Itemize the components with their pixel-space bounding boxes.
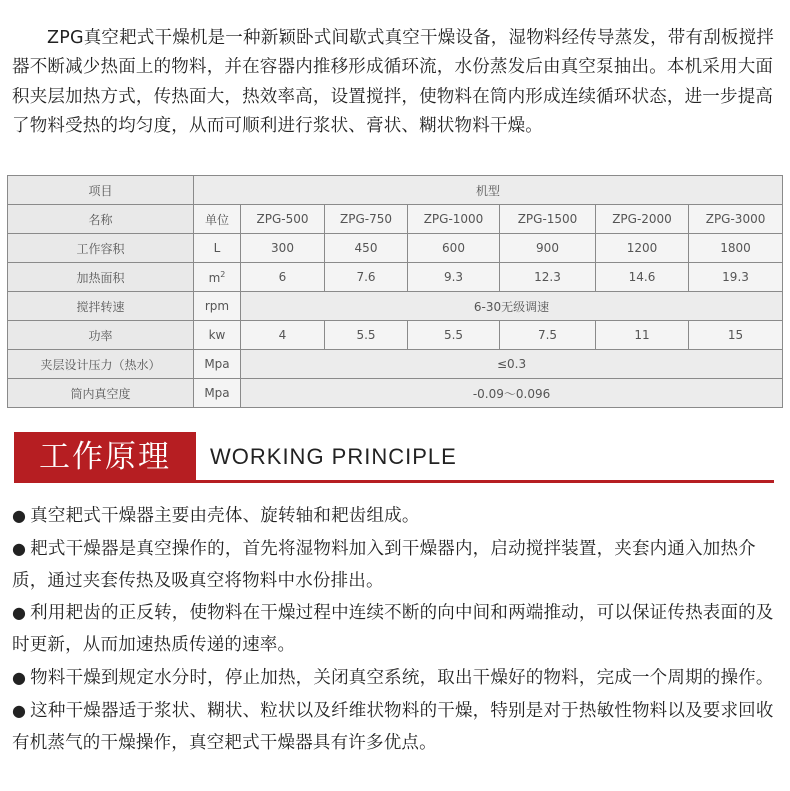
model-cell: ZPG-2000 [596,205,689,234]
bullet-icon: ● [12,506,27,525]
row-unit: Mpa [194,379,241,408]
bullet-icon: ● [12,667,27,687]
model-cell: ZPG-500 [241,205,325,234]
value-cell: 12.3 [500,263,596,292]
intro-paragraph: ZPG真空耙式干燥机是一种新颖卧式间歇式真空干燥设备，湿物料经传导蒸发，带有刮板搅拌器不断减少热面上的物料，并在容器内推移形成循环流，水份蒸发后由真空泵抽出。本机采用大面积夹层加热方式，传热面大，热效率高，设置搅拌，使物料在筒内形成连续循环状态，进一步提高了物料受热的均匀度，从而可顺利进行浆状、膏状、糊状物料干燥。 [12,27,774,137]
unit-label: 单位 [194,205,241,234]
list-item: ● 这种干燥器适于浆状、糊状、粒状以及纤维状物料的干燥，特别是对于热敏性物料以及要求回收有机蒸气的干燥操作，真空耙式干燥器具有许多优点。 [12,700,774,753]
section-title-en: WORKING PRINCIPLE [210,444,457,469]
item-header: 项目 [8,176,194,205]
bullet-icon: ● [12,603,27,623]
list-item: ● 真空耙式干燥器主要由壳体、旋转轴和耙齿组成。 [12,506,420,526]
row-unit: rpm [194,292,241,321]
row-unit: Mpa [194,350,241,379]
row-unit: L [194,234,241,263]
value-cell: 9.3 [408,263,500,292]
section-title-cn: 工作原理 [14,432,196,482]
table-row [8,263,783,292]
value-cell: 1800 [689,234,783,263]
value-cell: 900 [500,234,596,263]
value-cell: 14.6 [596,263,689,292]
table-row [8,292,783,321]
table-row [8,350,783,379]
model-header: 机型 [194,176,783,205]
table-row [8,176,783,205]
row-name: 工作容积 [8,234,194,263]
table-row [8,321,783,350]
model-cell: ZPG-750 [325,205,408,234]
value-cell: 300 [241,234,325,263]
model-cell: ZPG-3000 [689,205,783,234]
row-name: 功率 [8,321,194,350]
span-value-cell: -0.09～0.096 [241,379,783,408]
row-name: 筒内真空度 [8,379,194,408]
list-item: ● 耙式干燥器是真空操作的，首先将湿物料加入到干燥器内，启动搅拌装置，夹套内通入加热介质，通过夹套传热及吸真空将物料中水份排出。 [12,538,756,591]
value-cell: 7.6 [325,263,408,292]
row-unit: $m^2$ [194,263,241,292]
row-name: 搅拌转速 [8,292,194,321]
value-cell: 11 [596,321,689,350]
value-cell: 7.5 [500,321,596,350]
table-row [8,234,783,263]
section-header [14,432,774,484]
principle-list [12,500,782,759]
value-cell: 600 [408,234,500,263]
value-cell: 4 [241,321,325,350]
value-cell: 6 [241,263,325,292]
span-value-cell: 6-30无级调速 [241,292,783,321]
table-row [8,379,783,408]
model-cell: ZPG-1500 [500,205,596,234]
span-value-cell: ≤0.3 [241,350,783,379]
row-unit: kw [194,321,241,350]
value-cell: 5.5 [408,321,500,350]
value-cell: 1200 [596,234,689,263]
row-name: 加热面积 [8,263,194,292]
spec-table [7,175,783,408]
model-cell: ZPG-1000 [408,205,500,234]
name-label: 名称 [8,205,194,234]
table-row [8,205,783,234]
value-cell: 450 [325,234,408,263]
bullet-icon: ● [12,700,27,720]
value-cell: 5.5 [325,321,408,350]
value-cell: 15 [689,321,783,350]
value-cell: 19.3 [689,263,783,292]
row-name: 夹层设计压力（热水） [8,350,194,379]
list-item: ● 物料干燥到规定水分时，停止加热，关闭真空系统，取出干燥好的物料，完成一个周期的操作。 [12,667,774,688]
list-item: ● 利用耙齿的正反转，使物料在干燥过程中连续不断的向中间和两端推动，可以保证传热表面的及时更新，从而加速热质传递的速率。 [12,603,774,656]
section-divider [14,480,774,483]
bullet-icon: ● [12,538,27,558]
